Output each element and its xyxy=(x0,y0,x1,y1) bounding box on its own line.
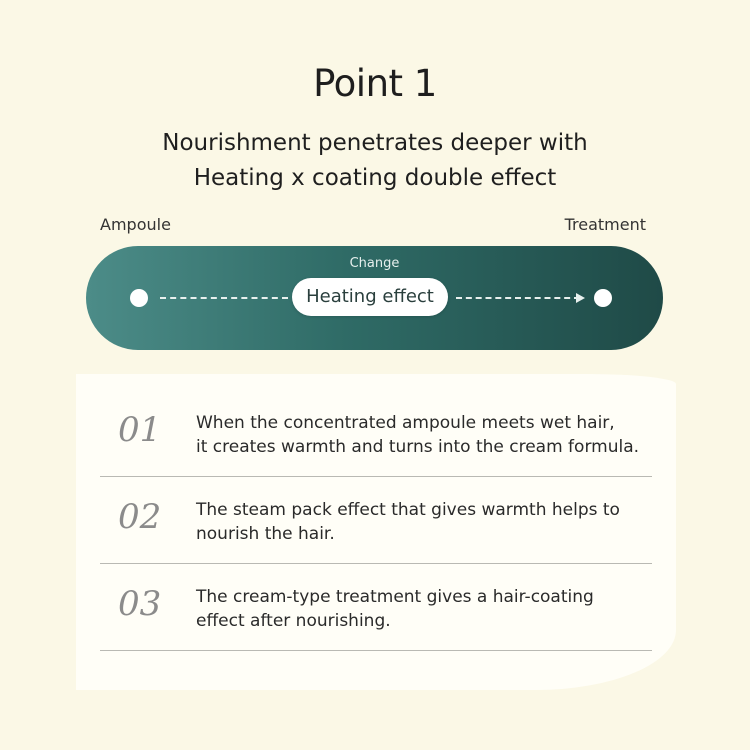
start-label: Ampoule xyxy=(100,215,171,234)
dashed-line-left xyxy=(160,297,288,299)
end-label: Treatment xyxy=(564,215,646,234)
dashed-line-right xyxy=(456,297,580,299)
point-description-line: effect after nourishing. xyxy=(196,611,391,631)
point-number: 02 xyxy=(118,497,162,537)
heating-effect-badge: Heating effect xyxy=(292,278,448,316)
point-description-line: The steam pack effect that gives warmth helps to xyxy=(196,500,620,520)
point-description xyxy=(196,411,646,459)
arrow-right-icon xyxy=(576,293,585,303)
point-description xyxy=(196,498,646,546)
point-description xyxy=(196,585,646,633)
subtitle-line-2: Heating x coating double effect xyxy=(193,165,557,191)
change-label: Change xyxy=(349,256,400,271)
process-banner xyxy=(86,246,663,350)
page-title: Point 1 xyxy=(313,62,437,105)
point-description-line: it creates warmth and turns into the cream formula. xyxy=(196,437,640,457)
point-number: 01 xyxy=(118,410,162,450)
point-description-line: The cream-type treatment gives a hair-coating xyxy=(196,587,594,607)
page-subtitle xyxy=(0,126,750,196)
start-dot-icon xyxy=(130,289,148,307)
point-description-line: When the concentrated ampoule meets wet hair, xyxy=(196,413,615,433)
subtitle-line-1: Nourishment penetrates deeper with xyxy=(162,130,588,156)
points-card xyxy=(76,374,676,690)
list-item xyxy=(100,390,652,477)
point-description-line: nourish the hair. xyxy=(196,524,335,544)
list-item xyxy=(100,564,652,651)
list-item xyxy=(100,477,652,564)
end-dot-icon xyxy=(594,289,612,307)
point-number: 03 xyxy=(118,584,162,624)
